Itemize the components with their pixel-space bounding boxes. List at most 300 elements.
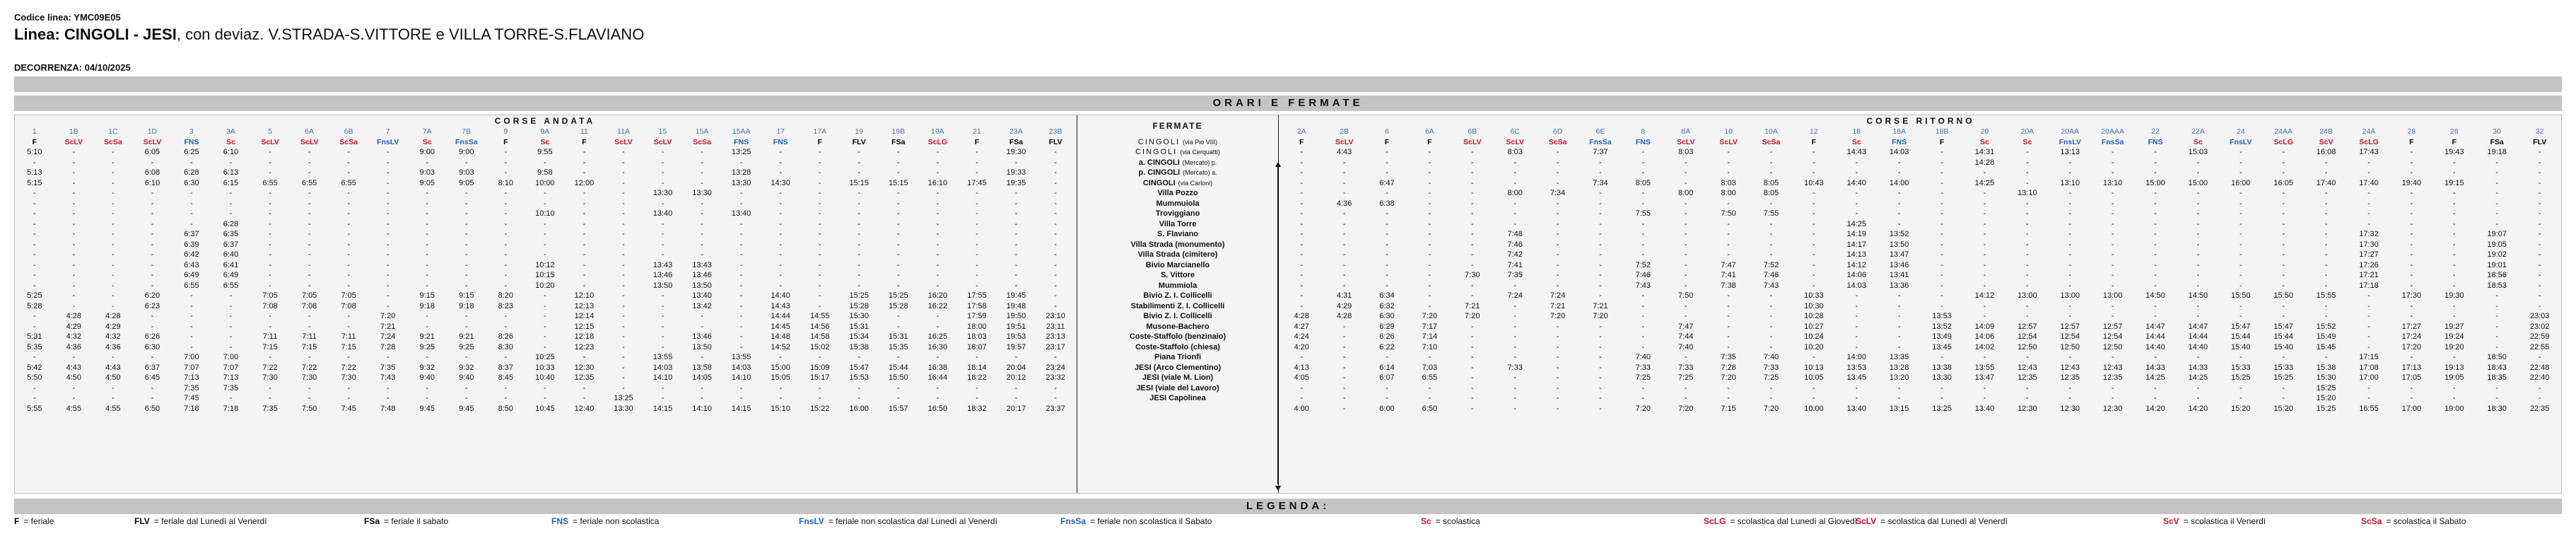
andata-time-cell: - (229, 322, 233, 331)
ritorno-stop-row (1280, 383, 2561, 394)
ritorno-time-cell: - (2452, 158, 2456, 167)
andata-time-cell: - (269, 322, 271, 331)
andata-time-cell: 15:10 (771, 404, 790, 413)
andata-time-cell: - (976, 168, 978, 177)
andata-time-cell: - (1054, 271, 1057, 279)
ritorno-course-number: 32 (2535, 127, 2544, 136)
ritorno-stop-row (1280, 322, 2561, 332)
ritorno-time-cell: - (2282, 271, 2285, 279)
ritorno-time-cell: - (2324, 240, 2328, 249)
ritorno-course-number: 10 (1724, 127, 1733, 136)
andata-time-cell: 6:20 (144, 291, 160, 300)
ritorno-time-cell: - (2068, 281, 2072, 290)
ritorno-time-cell: 13:10 (2018, 189, 2037, 197)
ritorno-time-cell: - (2495, 199, 2498, 208)
andata-time-cell: 6:35 (223, 230, 239, 238)
ritorno-time-cell: - (1599, 168, 1602, 177)
andata-time-cell: - (229, 209, 233, 218)
andata-time-cell: - (386, 209, 390, 218)
andata-time-cell: - (976, 250, 978, 259)
legend-text: = feriale dal Lunedì al Venerdì (153, 516, 267, 526)
ritorno-time-cell: 14:06 (1974, 332, 1995, 341)
ritorno-time-cell: - (1769, 342, 1773, 351)
andata-time-cell: 7:35 (262, 404, 278, 413)
andata-time-cell: 4:43 (105, 363, 121, 372)
ritorno-time-cell: - (2239, 271, 2242, 279)
andata-stop-row (15, 199, 1075, 209)
andata-time-cell: - (151, 189, 154, 197)
ritorno-time-cell: - (2026, 168, 2029, 177)
andata-course-number: 5 (268, 127, 272, 136)
ritorno-time-cell: - (1940, 394, 1943, 402)
ritorno-time-cell: 13:45 (1932, 342, 1952, 351)
andata-time-cell: - (661, 322, 665, 331)
andata-time-cell: 4:29 (66, 322, 82, 331)
andata-time-cell: - (1014, 383, 1018, 392)
andata-time-cell: - (582, 250, 586, 259)
ritorno-time-cell: - (2026, 158, 2029, 167)
andata-time-cell: 6:42 (184, 250, 199, 259)
legend-item (1856, 516, 2008, 526)
andata-time-cell: - (1054, 168, 1057, 177)
andata-stop-row (15, 219, 1075, 230)
andata-time-cell: - (504, 219, 508, 228)
andata-course-class: Sc (422, 137, 432, 146)
ritorno-time-cell: - (2452, 230, 2456, 238)
ritorno-time-cell: 7:15 (1721, 404, 1736, 413)
ritorno-time-cell: - (2196, 230, 2200, 238)
ritorno-time-cell: 7:21 (1550, 301, 1566, 310)
ritorno-time-cell: - (1556, 281, 1559, 290)
ritorno-time-cell: 13:45 (1846, 373, 1867, 382)
line-name: CINGOLI - JESI (64, 25, 177, 43)
ritorno-time-cell: - (1897, 332, 1901, 341)
ritorno-time-cell: - (1641, 148, 1645, 156)
andata-time-cell: 7:05 (341, 291, 356, 300)
andata-time-cell: - (72, 148, 76, 156)
ritorno-time-cell: 19:05 (2444, 373, 2464, 382)
andata-time-cell: - (151, 219, 154, 228)
ritorno-time-cell: 14:12 (1974, 291, 1995, 300)
ritorno-time-cell: - (1300, 281, 1304, 290)
andata-time-cell: - (701, 250, 703, 259)
ritorno-time-cell: - (2068, 219, 2072, 228)
andata-time-cell: 7:50 (301, 404, 317, 413)
andata-time-cell: - (739, 291, 743, 300)
ritorno-time-cell: - (1386, 271, 1388, 279)
andata-time-cell: 9:18 (419, 301, 435, 310)
ritorno-time-cell: - (2111, 168, 2114, 177)
stop-name-note: (via Cerquatti) (1180, 149, 1220, 156)
ritorno-time-cell: 6:50 (1422, 404, 1438, 413)
ritorno-time-cell: - (1386, 168, 1388, 177)
andata-time-cell: - (582, 281, 586, 290)
andata-time-cell: 7:30 (262, 373, 278, 382)
ritorno-time-cell: 15:49 (2316, 332, 2336, 341)
ritorno-time-cell: - (1684, 230, 1687, 238)
andata-time-cell: - (661, 178, 665, 187)
ritorno-time-cell: 6:29 (1379, 322, 1395, 331)
andata-time-cell: - (308, 230, 311, 238)
ritorno-time-cell: - (2068, 209, 2072, 218)
andata-time-cell: 15:34 (849, 332, 870, 341)
andata-time-cell: - (308, 148, 311, 156)
ritorno-time-cell: - (1940, 209, 1943, 218)
andata-time-cell: - (1054, 291, 1057, 300)
andata-time-cell: - (112, 230, 115, 238)
andata-time-cell: - (896, 281, 900, 290)
andata-time-cell: - (936, 322, 939, 331)
ritorno-time-cell: - (2239, 250, 2242, 259)
andata-time-cell: 17:55 (967, 291, 987, 300)
ritorno-time-cell: 18:53 (2487, 281, 2507, 290)
ritorno-time-cell: - (2495, 219, 2498, 228)
andata-time-cell: - (857, 189, 861, 197)
andata-time-cell: - (347, 240, 350, 249)
ritorno-time-cell: 10:00 (1804, 404, 1824, 413)
ritorno-time-cell: - (1641, 158, 1645, 167)
andata-time-cell: - (151, 250, 154, 259)
ritorno-stop-row (1280, 147, 2561, 158)
ritorno-time-cell: - (1641, 383, 1645, 392)
ritorno-time-cell: - (2282, 240, 2285, 249)
ritorno-time-cell: - (2026, 250, 2029, 259)
andata-time-cell: - (112, 291, 115, 300)
andata-time-cell: 18:00 (967, 322, 987, 331)
andata-time-cell: - (622, 250, 625, 259)
ritorno-time-cell: - (2538, 250, 2541, 259)
ritorno-time-cell: - (1813, 240, 1815, 249)
andata-time-cell: 6:28 (184, 168, 199, 177)
ritorno-time-cell: - (2239, 230, 2242, 238)
andata-time-cell: - (386, 271, 390, 279)
ritorno-time-cell: - (1684, 219, 1687, 228)
ritorno-time-cell: 15:33 (2231, 363, 2251, 372)
andata-time-cell: - (33, 209, 36, 218)
ritorno-time-cell: - (2111, 199, 2114, 208)
andata-time-cell: - (896, 383, 900, 392)
andata-time-cell: - (33, 271, 36, 279)
andata-time-cell: - (151, 353, 154, 361)
legend-text: = scolastica il Sabato (2386, 516, 2466, 526)
legend-code: FSa (364, 516, 380, 526)
stop-name (1077, 168, 1278, 178)
ritorno-time-cell: - (2068, 271, 2072, 279)
andata-time-cell: - (779, 230, 782, 238)
andata-time-cell: - (33, 281, 36, 290)
ritorno-time-cell: - (2154, 168, 2157, 177)
ritorno-time-cell: 14:43 (1846, 148, 1867, 156)
andata-time-cell: - (936, 383, 939, 392)
ritorno-time-cell: - (1641, 322, 1645, 331)
andata-time-cell: - (464, 271, 468, 279)
ritorno-stop-row (1280, 158, 2561, 168)
andata-course-class: FSa (1009, 137, 1024, 146)
ritorno-course-class: ScLV (1719, 137, 1738, 146)
andata-time-cell: 19:51 (1006, 322, 1026, 331)
andata-course-class: FLV (852, 137, 866, 146)
andata-time-cell: - (190, 322, 193, 331)
ritorno-time-cell: 22:59 (2529, 332, 2550, 341)
andata-time-cell: - (857, 219, 861, 228)
andata-time-cell: - (386, 230, 390, 238)
andata-time-cell: 5:13 (27, 168, 42, 177)
ritorno-time-cell: - (2154, 230, 2157, 238)
ritorno-time-cell: 7:46 (1763, 271, 1779, 279)
andata-time-cell: 10:12 (535, 260, 555, 269)
ritorno-time-cell: - (2324, 281, 2328, 290)
line-code: Codice linea: YMC09E05 (14, 12, 121, 23)
ritorno-time-cell: - (2154, 189, 2157, 197)
ritorno-course-class: Sc (1980, 137, 1989, 146)
andata-time-cell: - (976, 158, 978, 167)
ritorno-time-cell: - (1556, 404, 1559, 413)
andata-time-cell: - (112, 383, 115, 392)
stop-name (1077, 332, 1278, 342)
ritorno-time-cell: - (2495, 189, 2498, 197)
ritorno-time-cell: 4:05 (1294, 373, 1309, 382)
andata-time-cell: - (739, 158, 743, 167)
andata-time-cell: - (701, 353, 703, 361)
andata-time-cell: 6:13 (223, 168, 239, 177)
andata-time-cell: - (857, 209, 861, 218)
ritorno-time-cell: - (1855, 394, 1858, 402)
stop-name (1077, 229, 1278, 240)
andata-time-cell: - (544, 394, 546, 402)
andata-time-cell: 13:30 (692, 189, 712, 197)
ritorno-class-row (1280, 137, 2561, 148)
andata-time-cell: - (779, 148, 782, 156)
ritorno-time-cell: 15:55 (2316, 291, 2336, 300)
andata-time-cell: - (622, 363, 625, 372)
andata-time-cell: 13:43 (692, 260, 712, 269)
andata-time-cell: - (896, 168, 900, 177)
ritorno-time-cell: - (1428, 178, 1432, 187)
ritorno-time-cell: - (2154, 301, 2157, 310)
stop-name (1077, 260, 1278, 271)
andata-course-number: 3A (226, 127, 235, 136)
andata-time-cell: 14:43 (771, 301, 790, 310)
andata-time-cell: 15:02 (809, 342, 830, 351)
ritorno-time-cell: - (1556, 332, 1559, 341)
andata-time-cell: - (818, 178, 821, 187)
andata-time-cell: 18:22 (967, 373, 987, 382)
andata-time-cell: 5:35 (27, 342, 42, 351)
ritorno-time-cell: - (1940, 199, 1943, 208)
andata-time-cell: - (269, 189, 271, 197)
legend-item (1704, 516, 1857, 526)
andata-time-cell: - (464, 322, 468, 331)
stop-name-main: JESI (Arco Clementino) (1134, 363, 1222, 372)
ritorno-time-cell: - (2538, 353, 2541, 361)
andata-time-cell: 19:30 (1006, 148, 1026, 156)
ritorno-time-cell: - (1983, 240, 1986, 249)
ritorno-time-cell: - (2239, 301, 2242, 310)
andata-stop-row (15, 270, 1075, 281)
andata-time-cell: - (33, 322, 36, 331)
ritorno-time-cell: - (2324, 219, 2328, 228)
andata-time-cell: - (622, 189, 625, 197)
ritorno-time-cell: - (2068, 312, 2072, 320)
andata-time-cell: 6:37 (144, 363, 160, 372)
ritorno-time-cell: - (2026, 148, 2029, 156)
andata-time-cell: 4:43 (66, 363, 82, 372)
ritorno-time-cell: - (1599, 383, 1602, 392)
andata-time-cell: 9:21 (459, 332, 474, 341)
andata-time-cell: 7:48 (380, 404, 396, 413)
andata-time-cell: 6:40 (223, 250, 239, 259)
ritorno-time-cell: 7:20 (1678, 404, 1694, 413)
andata-course-number: 23A (1009, 127, 1023, 136)
ritorno-time-cell: 12:57 (2102, 322, 2123, 331)
andata-time-cell: 18:03 (967, 332, 987, 341)
andata-time-cell: 7:24 (380, 332, 396, 341)
andata-time-cell: - (936, 148, 939, 156)
andata-time-cell: - (504, 250, 508, 259)
ritorno-time-cell: - (1641, 230, 1645, 238)
andata-time-cell: - (818, 199, 821, 208)
ritorno-time-cell: 13:35 (1889, 353, 1909, 361)
andata-time-cell: 7:18 (184, 404, 199, 413)
andata-time-cell: - (701, 240, 703, 249)
andata-time-cell: - (936, 189, 939, 197)
ritorno-time-cell: 15:20 (2231, 404, 2251, 413)
ritorno-time-cell: - (1300, 383, 1304, 392)
andata-time-cell: - (818, 281, 821, 290)
andata-time-cell: 7:22 (341, 363, 356, 372)
andata-time-cell: - (151, 158, 154, 167)
andata-time-cell: - (1014, 394, 1018, 402)
andata-time-cell: 14:48 (771, 332, 790, 341)
andata-course-number: 6A (305, 127, 315, 136)
ritorno-time-cell: - (1897, 312, 1901, 320)
andata-stop-row (15, 250, 1075, 260)
andata-time-cell: 9:32 (459, 363, 474, 372)
ritorno-time-cell: 10:28 (1804, 312, 1824, 320)
ritorno-stop-row (1280, 219, 2561, 230)
andata-time-cell: - (347, 209, 350, 218)
stop-name-main: Mummuiola (1156, 199, 1200, 208)
orari-title-band (14, 95, 2562, 111)
ritorno-course-number: 6C (1510, 127, 1520, 136)
andata-time-cell: 16:38 (927, 363, 948, 372)
andata-time-cell: - (661, 199, 665, 208)
ritorno-time-cell: 13:50 (1889, 240, 1909, 249)
andata-time-cell: - (857, 271, 861, 279)
andata-course-class: FNS (773, 137, 788, 146)
legend-item (1421, 516, 1480, 526)
ritorno-time-cell: 14:09 (1974, 322, 1995, 331)
andata-time-cell: - (464, 230, 468, 238)
ritorno-time-cell: - (2196, 394, 2200, 402)
stop-name (1077, 199, 1278, 209)
andata-time-cell: - (72, 260, 76, 269)
andata-time-cell: - (936, 353, 939, 361)
stop-name-main: Bivio Z. I. Collicelli (1143, 312, 1212, 320)
andata-time-cell: - (739, 260, 743, 269)
andata-time-cell: - (779, 383, 782, 392)
andata-time-cell: - (661, 394, 665, 402)
andata-time-cell: - (857, 250, 861, 259)
ritorno-time-cell: - (2452, 271, 2456, 279)
ritorno-time-cell: - (1556, 178, 1559, 187)
andata-time-cell: 9:25 (459, 342, 474, 351)
andata-time-cell: - (779, 353, 782, 361)
ritorno-time-cell: - (1727, 301, 1730, 310)
andata-time-cell: - (504, 240, 508, 249)
ritorno-time-cell: - (2239, 260, 2242, 269)
ritorno-time-cell: 7:10 (1422, 342, 1438, 351)
ritorno-time-cell: - (1940, 230, 1943, 238)
ritorno-time-cell: 12:50 (2102, 342, 2123, 351)
ritorno-course-class: Sc (1851, 137, 1861, 146)
ritorno-time-cell: - (1599, 230, 1602, 238)
andata-time-cell: 6:49 (184, 271, 199, 279)
andata-time-cell: - (582, 209, 586, 218)
andata-time-cell: - (504, 312, 508, 320)
andata-time-cell: 14:10 (692, 404, 712, 413)
ritorno-time-cell: 4:29 (1336, 301, 1352, 310)
andata-time-cell: 6:55 (341, 178, 356, 187)
andata-time-cell: - (308, 250, 311, 259)
ritorno-time-cell: 12:54 (2060, 332, 2080, 341)
andata-time-cell: 19:57 (1006, 342, 1026, 351)
ritorno-time-cell: - (2239, 312, 2242, 320)
ritorno-time-cell: - (1940, 291, 1943, 300)
ritorno-time-cell: 15:20 (2273, 404, 2293, 413)
ritorno-time-cell: - (1428, 281, 1432, 290)
andata-time-cell: 10:10 (535, 209, 555, 218)
ritorno-time-cell: - (1556, 240, 1559, 249)
andata-time-cell: 7:15 (262, 342, 278, 351)
ritorno-time-cell: 13:49 (1932, 332, 1952, 341)
ritorno-time-cell: 7:55 (1763, 209, 1779, 218)
ritorno-course-class: ScLV (1335, 137, 1354, 146)
andata-time-cell: 13:58 (692, 363, 712, 372)
decorrenza: DECORRENZA: 04/10/2025 (14, 62, 131, 73)
andata-time-cell: 12:14 (574, 312, 595, 320)
andata-time-cell: 23:32 (1046, 373, 1065, 382)
ritorno-time-cell: - (1514, 178, 1516, 187)
ritorno-time-cell: 7:38 (1721, 281, 1736, 290)
ritorno-time-cell: 14:25 (1974, 178, 1995, 187)
ritorno-time-cell: - (2282, 301, 2285, 310)
andata-time-cell: - (896, 148, 900, 156)
ritorno-time-cell: - (1641, 219, 1645, 228)
andata-time-cell: 8:50 (498, 404, 514, 413)
andata-time-cell: - (1014, 250, 1018, 259)
ritorno-time-cell: - (1514, 404, 1516, 413)
andata-time-cell: - (464, 240, 468, 249)
legend-code: ScV (2163, 516, 2179, 526)
andata-time-cell: - (464, 394, 468, 402)
ritorno-time-cell: - (1470, 342, 1474, 351)
ritorno-time-cell: 12:50 (2060, 342, 2080, 351)
ritorno-time-cell: - (1641, 301, 1645, 310)
andata-time-cell: - (544, 250, 546, 259)
ritorno-time-cell: - (2452, 240, 2456, 249)
ritorno-time-cell: - (1897, 342, 1901, 351)
ritorno-time-cell: - (1556, 394, 1559, 402)
andata-time-cell: 16:10 (927, 178, 948, 187)
ritorno-time-cell: - (1983, 394, 1986, 402)
stop-name-note: (Mercato) a. (1183, 169, 1217, 176)
andata-course-class: ScLV (614, 137, 633, 146)
andata-time-cell: - (1014, 240, 1018, 249)
andata-time-cell: - (72, 250, 76, 259)
andata-time-cell: - (269, 158, 271, 167)
andata-time-cell: - (347, 322, 350, 331)
